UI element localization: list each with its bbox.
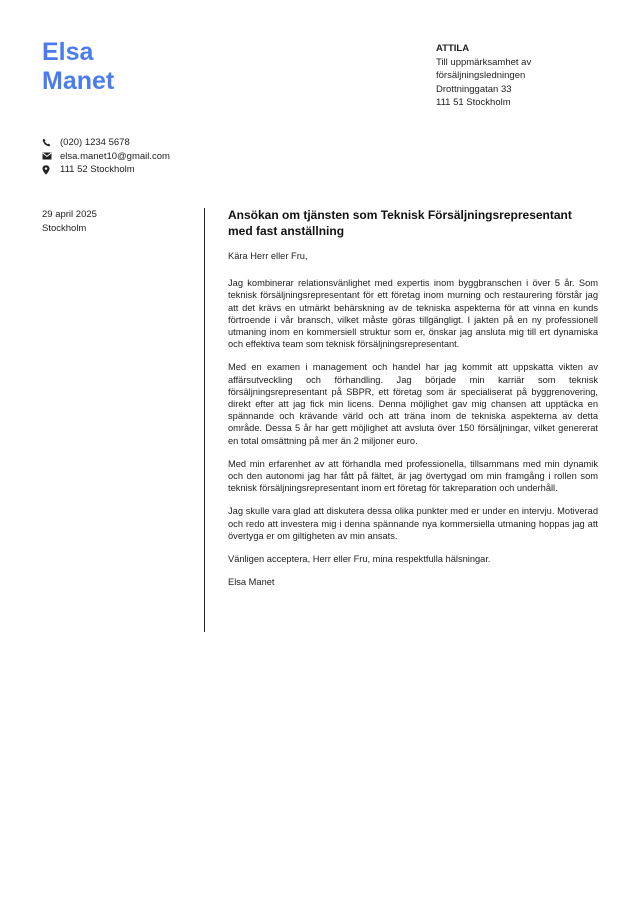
letter-greeting: Kära Herr eller Fru, xyxy=(228,251,308,261)
contact-email: elsa.manet10@gmail.com xyxy=(60,150,170,162)
contact-email-row xyxy=(42,150,170,164)
letter-place: Stockholm xyxy=(42,222,87,234)
letter-body xyxy=(228,208,598,599)
sender-last-name: Manet xyxy=(42,67,115,95)
recipient-street: Drottninggatan 33 xyxy=(436,83,512,95)
letter-subject: Ansökan om tjänsten som Teknisk Försäljningsrepresentant med fast anställning xyxy=(228,208,572,238)
recipient-address-block xyxy=(436,42,531,110)
contact-phone-row xyxy=(42,136,170,150)
phone-icon xyxy=(42,138,60,147)
letter-paragraph: Med min erfarenhet av att förhandla med professionella, tillsammans med min dynamik och den autonomi jag har fått på fältet, är jag övertygad om min framgång i rollen som teknisk försäljningsrepresentant inom ert företag för takreparation och underhåll. xyxy=(228,458,598,494)
letter-paragraph: Jag skulle vara glad att diskutera dessa olika punkter med er under en intervju. Motiverad och redo att investera mig i denna spännande nya kommersiella utmaning hoppas jag att övertyga er om giltigheten av min ansats. xyxy=(228,506,598,541)
contact-address-row xyxy=(42,163,170,177)
recipient-attention: Till uppmärksamhet av xyxy=(436,56,532,68)
vertical-divider xyxy=(204,208,205,632)
date-place-block xyxy=(42,208,97,235)
contact-address: 111 52 Stockholm xyxy=(60,164,135,175)
recipient-company: ATTILA xyxy=(436,43,470,54)
sender-first-name: Elsa xyxy=(42,38,94,66)
letter-paragraph: Med en examen i management och handel har jag kommit att uppskatta vikten av affärsutveckling och förhandling. Jag började min karriär som teknisk försäljningsrepresentant på SBPR, ett företag som är specialiserat på byggrenovering, direkt efter att jag fick min licens. Denna möjlighet gav mig chansen att upptäcka en spännande och krävande värld och att träna inom de tekniska aspekterna av detta område. Dessa 5 år har gett möjlighet att avsluta över 150 försäljningar, vilket genererat en total omsättning på mer än 2 miljoner euro. xyxy=(228,362,598,446)
recipient-city: 111 51 Stockholm xyxy=(436,97,511,108)
contact-phone: (020) 1234 5678 xyxy=(60,137,130,148)
contact-info xyxy=(42,136,170,177)
sender-name xyxy=(42,38,114,96)
map-pin-icon xyxy=(42,165,60,175)
envelope-icon xyxy=(42,152,60,160)
letter-paragraph: Jag kombinerar relationsvänlighet med expertis inom byggbranschen i över 5 år. Som teknisk försäljningsrepresentant för ett företag inom murning och restaurering förstår jag att det krävs en utmärkt behärskning av de tekniska aspekterna för att vinna en kunds förtroende i vår bransch, vilket måste göras tillgängligt. I jakten på en ny professionell utmaning inom en kommersiell struktur som er, önskar jag ansluta mig till ert dynamiska och effektiva team som teknisk försäljningsrepresentant. xyxy=(228,278,598,350)
letter-signature: Elsa Manet xyxy=(228,577,275,588)
letter-closing: Vänligen acceptera, Herr eller Fru, mina respektfulla hälsningar. xyxy=(228,554,491,565)
recipient-department: försäljningsledningen xyxy=(436,70,526,81)
letter-date: 29 april 2025 xyxy=(42,209,97,220)
